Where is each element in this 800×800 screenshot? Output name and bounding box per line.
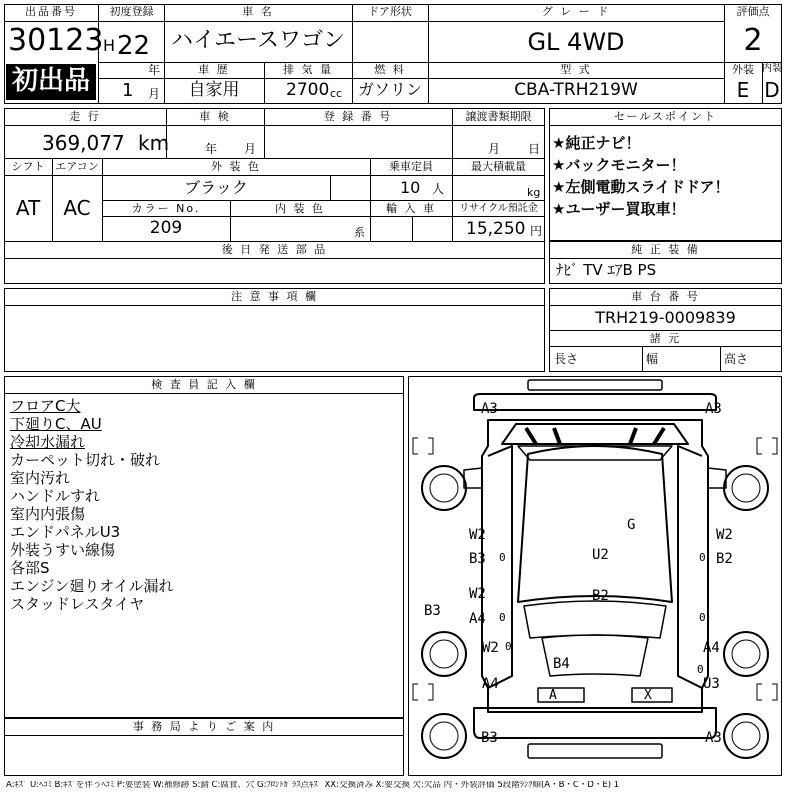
first-reg-month: 1 [122,80,134,101]
damage-mark: A3 [705,730,722,746]
inspector-note-line: 外装うすい線傷 [10,541,116,559]
shaken-year-unit: 年 [205,142,218,156]
era-label: H [103,36,116,55]
width-label: 幅 [646,352,659,366]
damage-mark: 0 [505,640,512,653]
inspector-note-line: 下廻りC、AU [10,415,102,433]
specs-label: 諸 元 [649,332,682,345]
damage-mark: B3 [481,730,498,746]
lot-number: 30123 [8,23,104,58]
exterior-color-value: ブラック [184,178,248,197]
car-name: ハイエースワゴン [170,28,346,53]
history-value: 自家用 [188,80,240,100]
equipment-label: 純 正 装 備 [631,243,700,256]
first-reg-year: 22 [117,31,151,61]
exterior-grade-label: 外装 [732,63,754,76]
notes-label: 注 意 事 項 欄 [231,290,318,303]
fuel-label: 燃 料 [374,63,406,76]
exterior-color-label: 外 装 色 [211,160,261,173]
length-label: 長さ [554,352,579,366]
damage-mark: G [627,517,636,533]
transfer-deadline-label: 譲渡書類期限 [465,110,532,123]
damage-mark: A [549,688,557,703]
inspector-note-line: フロアC大 [10,397,81,415]
score-label: 評価点 [736,5,770,18]
damage-mark: W2 [469,527,486,543]
score-value: 2 [743,23,763,58]
damage-mark: 0 [699,611,706,624]
damage-mark: B2 [716,551,733,567]
mileage-unit: km [138,131,170,155]
later-parts-label: 後 日 発 送 部 品 [221,243,328,256]
model-code-label: 型 式 [560,63,592,76]
damage-mark: U2 [592,547,609,563]
interior-grade: D [764,78,780,102]
history-label: 車 歴 [198,63,230,76]
ac-label: エアコン [55,160,99,173]
displacement-value: 2700 [286,80,330,100]
displacement-label: 排 気 量 [283,63,333,76]
inspector-note-line: 室内内張傷 [10,505,86,523]
color-number-value: 209 [149,218,183,238]
mileage-label: 走 行 [69,110,101,123]
shift-value: AT [15,196,41,220]
sales-point: ★ユーザー買取車！ [552,200,686,218]
damage-mark: W2 [482,640,499,656]
seat-unit: 人 [432,182,445,196]
chassis-number-value: TRH219-0009839 [595,308,736,327]
damage-mark: 0 [499,611,506,624]
damage-mark: U3 [703,676,720,692]
damage-mark: A4 [469,611,486,627]
sales-point: ★純正ナビ！ [552,134,641,152]
inspector-note-line: 室内汚れ [10,469,71,487]
interior-color-label: 内 装 色 [275,202,325,215]
damage-mark: 0 [499,551,506,564]
door-shape-label: ドア形状 [368,5,412,18]
damage-mark: B3 [469,551,486,567]
model-code-value: CBA-TRH219W [514,80,638,100]
height-label: 高さ [724,352,749,366]
displacement-unit: cc [330,87,343,100]
recycle-fee-unit: 円 [530,224,543,238]
transfer-day-unit: 日 [528,142,541,156]
registration-label: 登 録 番 号 [323,110,393,123]
first-listing-badge-text: 初出品 [11,66,90,96]
shift-label: シフト [11,160,45,173]
year-unit: 年 [148,63,161,77]
sales-point: ★バックモニター！ [552,156,686,174]
recycle-fee-label: リサイクル預託金 [459,203,538,214]
seat-capacity-value: 10 [400,178,421,197]
max-load-unit: kg [527,186,541,199]
damage-mark: B4 [553,656,570,672]
car-damage-diagram [408,376,782,776]
damage-mark: A4 [703,640,720,656]
inspector-note-line: カーペット切れ・破れ [10,451,161,469]
seat-capacity-label: 乗車定員 [389,160,433,173]
grade-value: GL 4WD [527,28,625,56]
inspector-note-line: エンドパネルU3 [10,523,121,541]
damage-mark: A4 [482,676,499,692]
inspector-note-line: 冷却水漏れ [10,433,86,451]
recycle-fee-value: 15,250 [466,219,526,239]
inspector-note-line: スタッドレスタイヤ [10,595,145,613]
car-name-label: 車 名 [242,5,274,18]
shaken-month-unit: 月 [244,142,257,156]
import-car-label: 輸 入 車 [386,202,436,215]
damage-mark: B3 [424,603,441,619]
interior-color-unit: 系 [354,226,365,239]
inspector-notes-label: 検 査 員 記 入 欄 [151,378,257,391]
damage-mark: X [644,688,652,703]
mileage-value: 369,077 [42,131,125,155]
max-load-label: 最大積載量 [471,160,526,173]
damage-mark: B2 [592,588,609,604]
damage-mark: A3 [705,401,722,417]
interior-grade-label: 内装 [762,63,782,74]
inspector-note-line: 各部S [10,559,50,577]
inspector-note-line: ハンドルすれ [10,487,101,505]
fuel-value: ガソリン [357,80,422,99]
lot-number-label: 出品番号 [25,5,77,18]
damage-mark: W2 [716,527,733,543]
exterior-grade: E [736,78,750,102]
grade-label: グ レ ー ド [541,5,611,18]
color-number-label: カラー No. [131,202,201,215]
ac-value: AC [63,196,91,220]
first-reg-label: 初度登録 [109,5,154,18]
month-unit: 月 [148,87,161,101]
office-notice-label: 事 務 局 よ り ご 案 内 [132,720,276,733]
damage-mark: W2 [469,586,486,602]
damage-mark: 0 [697,663,704,676]
damage-mark: 0 [699,551,706,564]
shaken-label: 車 検 [199,110,231,123]
chassis-number-label: 車 台 番 号 [631,290,700,303]
sales-point: ★左側電動スライドドア！ [552,178,730,196]
inspector-note-line: エンジン廻りオイル漏れ [10,577,174,595]
damage-mark: A3 [481,401,498,417]
sales-points-label: セールスポイント [613,110,717,123]
transfer-month-unit: 月 [488,142,501,156]
damage-legend: A:ｷｽﾞ U:ﾍｺﾐ B:ｷｽﾞを伴うﾍｺﾐ P:要塗装 W:補修跡 S:錆 C:腐食、穴 G:ﾌﾛﾝﾄｶﾞﾗｽ点ｷｽﾞ XX:交換済み X:要交換 欠:欠品 内・外装評価 5段階ﾗﾝｸ順(A・B・C・D・E) 1 [6,781,620,790]
inspector-notes-list [0,397,404,707]
equipment-value: ﾅﾋﾞ TV ｴｱB PS [556,261,657,279]
